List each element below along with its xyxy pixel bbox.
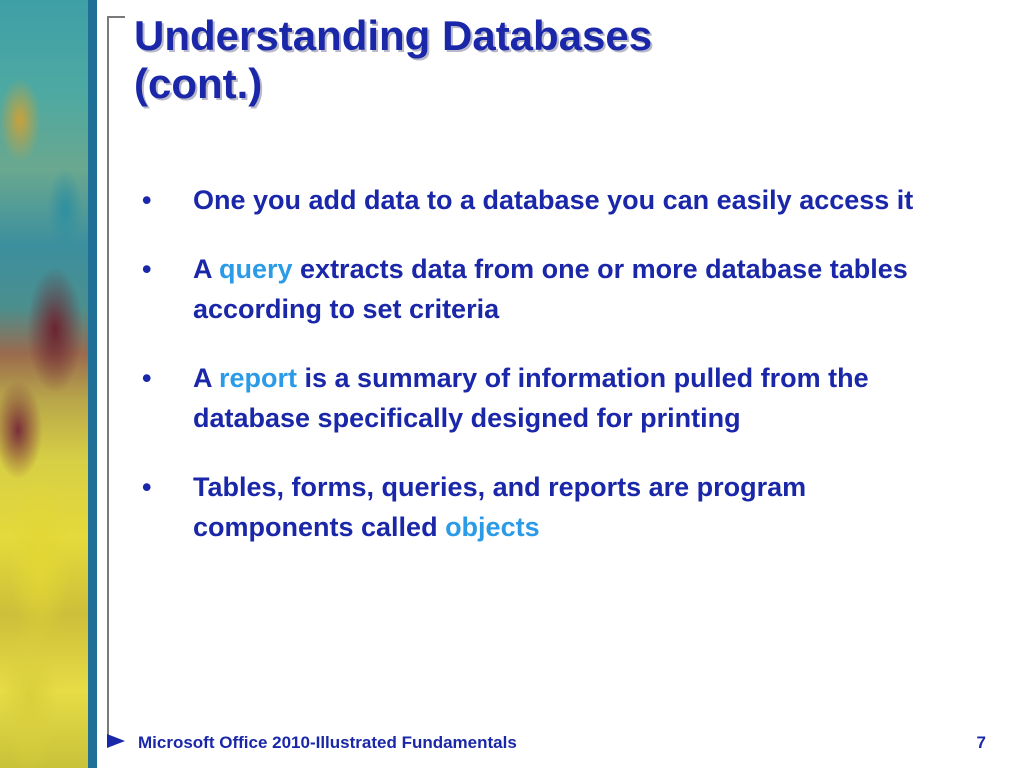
decorative-texture-strip [0,0,88,768]
accent-bar [88,0,97,768]
bullet-item [140,249,970,329]
slide-title-line-1: Understanding Databases [134,12,653,59]
keyword-report: report [219,363,298,393]
bullet-item [140,467,970,547]
page-number: 7 [976,733,986,752]
bracket-vertical-line [107,16,109,737]
bullet-text: extracts data from one or more database tables according to set criteria [193,254,908,324]
bullet-icon: • [142,254,152,284]
bullet-text: One you add data to a database you can easily access it [193,185,914,215]
bullet-icon: • [142,363,152,393]
bullet-text: is a summary of information pulled from the database specifically designed for printing [193,363,869,433]
bullet-list [140,180,970,576]
bracket-horizontal-line [107,16,125,18]
slide-title-line-2: (cont.) [134,60,263,107]
keyword-objects: objects [445,512,540,542]
slide-title [134,12,994,108]
bullet-item [140,180,970,220]
bullet-text: A [193,363,219,393]
bullet-icon: • [142,185,152,215]
footer-text: Microsoft Office 2010-Illustrated Fundamentals [138,733,517,752]
bullet-text: Tables, forms, queries, and reports are program components called [193,472,807,542]
footer-arrow-icon [107,734,125,748]
bullet-icon: • [142,472,152,502]
bullet-text: A [193,254,219,284]
bullet-item [140,358,970,438]
keyword-query: query [219,254,293,284]
